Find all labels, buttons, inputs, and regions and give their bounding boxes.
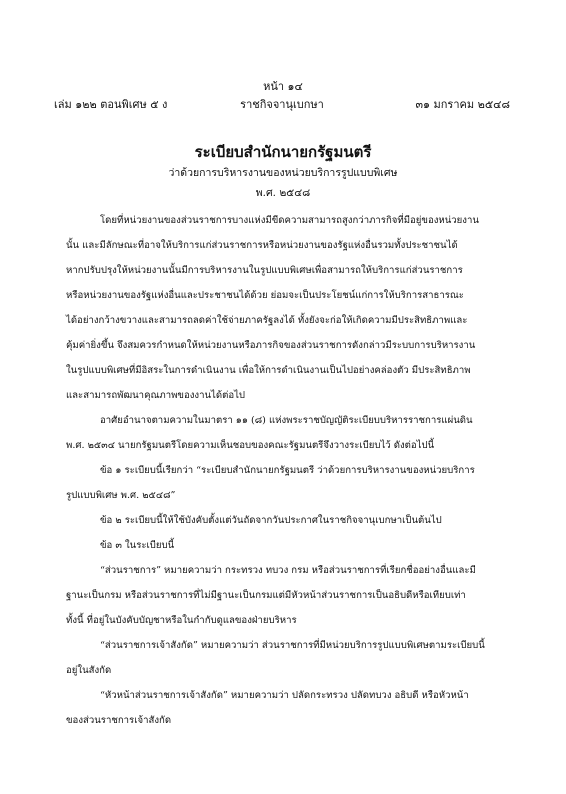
clause-2 [66,508,510,533]
text-line: ฐานะเป็นกรม หรือส่วนราชการที่ไม่มีฐานะเป็นกรมแต่มีหัวหน้าส่วนราชการเป็นอธิบดีหรือเทียบเท่า [66,590,466,601]
text-line: “ส่วนราชการ” หมายความว่า กระทรวง ทบวง กรม หรือส่วนราชการที่เรียกชื่ออย่างอื่นและมี [100,565,476,576]
volume-label: เล่ม ๑๒๒ ตอนพิเศษ ๕ ง [54,98,168,111]
text-line: ได้อย่างกว้างขวางและสามารถลดค่าใช้จ่ายภาครัฐลงได้ ทั้งยังจะก่อให้เกิดความมีประสิทธิภาพและ [66,315,468,326]
clause-3 [66,533,510,558]
text-line: โดยที่หน่วยงานของส่วนราชการบางแห่งมีขีดความสามารถสูงกว่าภารกิจที่มีอยู่ของหน่วยงาน [100,215,479,226]
document-year: พ.ศ. ๒๕๔๘ [255,187,311,199]
text-line: ข้อ ๓ ในระเบียบนี้ [100,540,175,551]
text-line: หรือหน่วยงานของรัฐแห่งอื่นและประชาชนได้ด้วย ย่อมจะเป็นประโยชน์แก่การให้บริการสาธารณะ [66,290,464,301]
text-line: อยู่ในสังกัด [66,665,112,676]
text-line: ในรูปแบบพิเศษที่มีอิสระในการดำเนินงาน เพื่อให้การดำเนินงานเป็นไปอย่างคล่องตัว มีประสิทธิภาพ [66,365,471,376]
preamble-paragraph [66,208,510,408]
text-line: หากปรับปรุงให้หน่วยงานนั้นมีการบริหารงานในรูปแบบพิเศษเพื่อสามารถให้บริการแก่ส่วนราชการ [66,265,463,276]
text-line: คุ้มค่ายิ่งขึ้น จึงสมควรกำหนดให้หน่วยงานหรือภารกิจของส่วนราชการดังกล่าวมีระบบการบริหารงาน [66,340,476,351]
text-line: รูปแบบพิเศษ พ.ศ. ๒๕๔๘” [66,490,176,501]
document-subtitle: ว่าด้วยการบริหารงานของหน่วยบริการรูปแบบพิเศษ [168,167,398,179]
text-line: ของส่วนราชการเจ้าสังกัด [66,715,172,726]
text-line: “หัวหน้าส่วนราชการเจ้าสังกัด” หมายความว่า ปลัดกระทรวง ปลัดทบวง อธิบดี หรือหัวหน้า [100,690,469,701]
definition-agency [66,558,510,633]
text-line: ทั้งนี้ ที่อยู่ในบังคับบัญชาหรือในกำกับดูแลของฝ่ายบริหาร [66,615,297,626]
publication-name: ราชกิจจานุเบกษา [240,98,324,111]
document-title: ระเบียบสำนักนายกรัฐมนตรี [194,143,372,161]
clause-1 [66,458,510,508]
text-line: ข้อ ๑ ระเบียบนี้เรียกว่า “ระเบียบสำนักนายกรัฐมนตรี ว่าด้วยการบริหารงานของหน่วยบริการ [100,465,475,476]
text-line: ข้อ ๒ ระเบียบนี้ให้ใช้บังคับตั้งแต่วันถัดจากวันประกาศในราชกิจจานุเบกษาเป็นต้นไป [100,515,442,526]
page-number: หน้า ๑๔ [263,80,303,93]
definition-parent-agency [66,633,510,683]
text-line: นั้น และมีลักษณะที่อาจให้บริการแก่ส่วนราชการหรือหน่วยงานของรัฐแห่งอื่นรวมทั้งประชาชนได้ [66,240,458,251]
text-line: อาศัยอำนาจตามความในมาตรา ๑๑ (๘) แห่งพระราชบัญญัติระเบียบบริหารราชการแผ่นดิน [100,415,473,426]
document-body [66,208,510,733]
definition-head-of-agency [66,683,510,733]
publication-date: ๓๑ มกราคม ๒๕๔๘ [415,98,510,111]
text-line: พ.ศ. ๒๕๓๔ นายกรัฐมนตรีโดยความเห็นชอบของคณะรัฐมนตรีจึงวางระเบียบไว้ ดังต่อไปนี้ [66,440,435,451]
text-line: “ส่วนราชการเจ้าสังกัด” หมายความว่า ส่วนราชการที่มีหน่วยบริการรูปแบบพิเศษตามระเบียบนี้ [100,640,485,651]
text-line: และสามารถพัฒนาคุณภาพของงานได้ต่อไป [66,390,246,401]
authority-paragraph [66,408,510,458]
